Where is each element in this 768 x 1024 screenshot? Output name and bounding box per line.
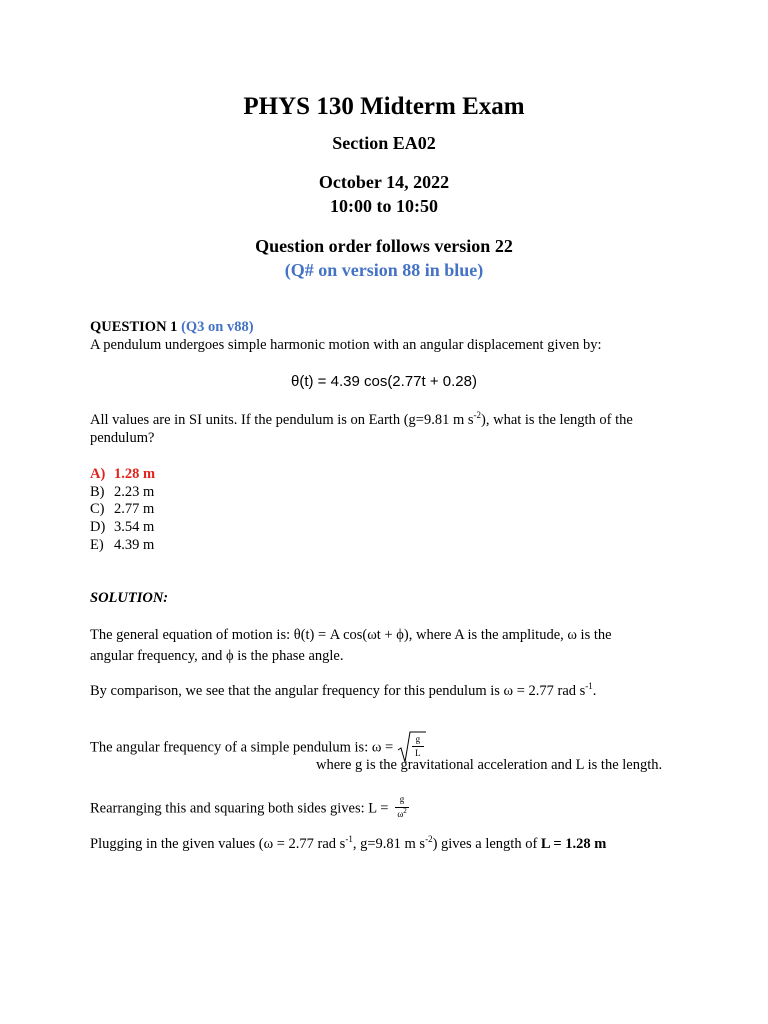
superscript: -2 xyxy=(473,410,482,420)
fraction-numerator: g xyxy=(399,794,405,804)
length-fraction xyxy=(392,794,412,824)
question-alt-label: (Q3 on v88) xyxy=(181,319,254,335)
superscript: -1 xyxy=(345,834,353,844)
question-text-line1 xyxy=(90,412,633,429)
question-heading xyxy=(90,319,254,336)
fraction-bar xyxy=(412,746,424,747)
solution-line2: angular frequency, and ϕ is the phase angle. xyxy=(90,648,344,664)
solution-text-part: By comparison, we see that the angular frequency for this pendulum is ω = 2.77 rad s xyxy=(90,683,586,699)
solution-line5: where g is the gravitational acceleration and L is the length. xyxy=(316,757,663,773)
superscript: -2 xyxy=(425,834,433,844)
option-value: 3.54 m xyxy=(114,519,155,535)
question-text-part: All values are in SI units. If the pendulum is on Earth (g=9.81 m s xyxy=(90,412,474,428)
solution-heading: SOLUTION: xyxy=(90,590,169,606)
displacement-equation: θ(t) = 4.39 cos(2.77t + 0.28) xyxy=(291,373,477,390)
option-letter: A) xyxy=(90,466,106,482)
omega-symbol: ω xyxy=(397,809,404,819)
solution-line7 xyxy=(90,836,606,853)
solution-text-part: ) gives a length of xyxy=(432,836,541,852)
solution-line6 xyxy=(90,794,412,824)
solution-text-part: , g=9.81 m s xyxy=(352,836,426,852)
option-value: 2.23 m xyxy=(114,484,155,500)
fraction-denominator: L xyxy=(415,748,421,758)
option-value: 4.39 m xyxy=(114,537,155,553)
final-result: L = 1.28 m xyxy=(540,836,607,852)
answer-option-a xyxy=(90,466,155,483)
exam-time: 10:00 to 10:50 xyxy=(330,196,438,216)
option-value: 1.28 m xyxy=(114,466,156,482)
answer-option-c xyxy=(90,501,154,518)
option-letter: B) xyxy=(90,484,105,500)
question-intro: A pendulum undergoes simple harmonic motion with an angular displacement given by: xyxy=(90,337,602,353)
answer-option-d xyxy=(90,519,154,536)
option-letter: C) xyxy=(90,501,105,517)
option-letter: D) xyxy=(90,519,106,535)
order-note: Question order follows version 22 xyxy=(255,236,513,256)
version-note: (Q# on version 88 in blue) xyxy=(284,260,484,280)
solution-line1: The general equation of motion is: θ(t) = A cos(ωt + ϕ), where A is the amplitude, ω is the xyxy=(90,627,612,643)
fraction-numerator: g xyxy=(415,734,421,744)
question-text-part: ), what is the length of the xyxy=(481,412,633,428)
question-label: QUESTION 1 xyxy=(90,319,178,335)
solution-text-part: . xyxy=(592,683,597,699)
exam-date: October 14, 2022 xyxy=(318,172,450,192)
option-value: 2.77 m xyxy=(114,501,155,517)
solution-line3 xyxy=(90,683,596,700)
answer-option-b xyxy=(90,484,154,501)
option-letter: E) xyxy=(90,537,104,553)
answer-option-e xyxy=(90,537,154,554)
superscript: 2 xyxy=(403,807,407,815)
solution-text-part: Plugging in the given values (ω = 2.77 rad s xyxy=(90,836,346,852)
exam-title: PHYS 130 Midterm Exam xyxy=(243,93,525,120)
question-text-line2: pendulum? xyxy=(90,430,155,446)
superscript: -1 xyxy=(585,681,593,691)
section-label: Section EA02 xyxy=(332,133,436,153)
solution-text-part: The angular frequency of a simple pendulum is: ω = xyxy=(90,739,397,756)
fraction-denominator xyxy=(392,809,412,819)
solution-text-part: Rearranging this and squaring both sides gives: L = xyxy=(90,800,393,817)
